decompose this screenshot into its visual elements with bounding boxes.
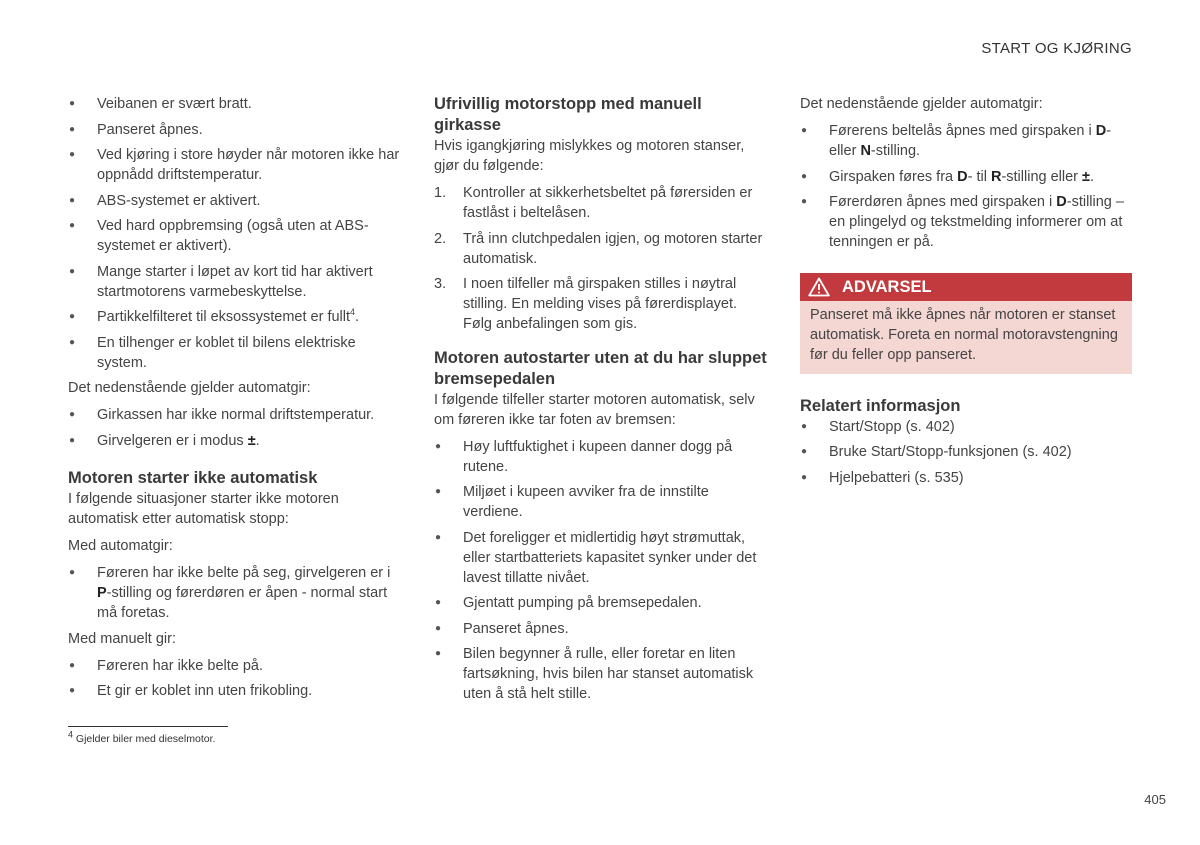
list-item <box>800 121 1132 161</box>
related-link[interactable]: ● Bruke Start/Stopp-funksjonen (s. 402) <box>800 442 1132 462</box>
footnote-number: 4 <box>68 729 74 740</box>
list-item: ● Girkassen har ikke normal driftstemperatur. <box>68 405 404 425</box>
list-item-text: -stilling – en plingelyd og tekstmelding informerer om at tenningen er på. <box>829 194 1124 250</box>
step-text: Trå inn clutchpedalen igjen, og motoren starter automatisk. <box>463 230 763 267</box>
footnote-ref[interactable]: 4 <box>350 307 356 318</box>
section-intro: Hvis igangkjøring mislykkes og motoren stanser, gjør du følgende: <box>434 138 745 174</box>
list-item <box>68 563 404 623</box>
footnote-text: Gjelder biler med dieselmotor. <box>73 733 216 745</box>
related-link[interactable]: ● Hjelpebatteri (s. 535) <box>800 468 1132 488</box>
list-item-text: Føreren har ikke belte på seg, girvelgeren er i <box>97 565 391 581</box>
section-heading: Motoren autostarter uten at du har sluppet bremsepedalen <box>434 348 767 388</box>
gear-letter: D <box>957 168 968 185</box>
step-item <box>434 274 770 334</box>
step-number: 1. <box>434 185 447 201</box>
section-intro: I følgende tilfeller starter motoren automatisk, selv om føreren ikke tar foten av bremsen: <box>434 391 755 428</box>
gear-letter: P <box>97 585 107 601</box>
pm-symbol: ± <box>1082 168 1091 185</box>
list-item: ● Føreren har ikke belte på. <box>68 656 404 676</box>
related-heading: Relatert informasjon <box>800 396 961 415</box>
conditions-list <box>68 94 404 373</box>
section-intro: I følgende situasjoner starter ikke motoren automatisk etter automatisk stopp: <box>68 491 339 527</box>
gear-letter: D <box>1095 123 1107 139</box>
list-item <box>800 192 1132 252</box>
section-heading: Motoren starter ikke automatisk <box>68 469 318 487</box>
step-text: I noen tilfeller må girspaken stilles i nøytral stilling. En melding vises på førerdisplayet. Følg anbefalingen som gis. <box>463 276 738 332</box>
footnote-divider <box>68 726 228 727</box>
list-item-text: - til <box>967 168 991 185</box>
warning-title: ADVARSEL <box>842 277 932 296</box>
section-heading: Ufrivillig motorstopp med manuell girkasse <box>434 95 702 134</box>
list-item-text: Girvelgeren er i modus <box>97 432 248 449</box>
manual-label: Med manuelt gir: <box>68 630 176 647</box>
warning-box <box>800 273 1132 374</box>
list-item-text: -stilling og førerdøren er åpen - normal start må foretas. <box>97 585 388 621</box>
list-item-text: -stilling. <box>870 143 921 159</box>
list-item-text: Partikkelfilteret til eksossystemet er fullt <box>97 309 351 325</box>
gear-letter: N <box>860 143 871 159</box>
auto-intro: Det nedenstående gjelder automatgir: <box>68 380 311 396</box>
step-number: 2. <box>434 230 447 247</box>
auto-label: Med automatgir: <box>68 538 173 554</box>
list-item: ● Ved hard oppbremsing (også uten at ABS-systemet er aktivert). <box>68 216 404 256</box>
list-item-text: - eller <box>829 123 1112 159</box>
page-number: 405 <box>1144 792 1166 807</box>
list-item: ● Ved kjøring i store høyder når motoren ikke har oppnådd driftstemperatur. <box>68 145 404 185</box>
auto-gear-list <box>68 563 404 623</box>
list-item-text: Førerens beltelås åpnes med girspaken i <box>829 123 1096 139</box>
gear-letter: R <box>990 168 1002 185</box>
section-header: START OG KJØRING <box>981 40 1132 57</box>
list-item: ● Et gir er koblet inn uten frikobling. <box>68 681 404 701</box>
pm-symbol: ± <box>247 432 256 449</box>
column-middle <box>434 94 770 710</box>
column-right <box>800 94 1132 493</box>
list-item: ● Det foreligger et midlertidig høyt strømuttak, eller startbatteriets kapasitet synker under det lavest tillatte nivået. <box>434 528 770 588</box>
list-item-text: -stilling eller <box>1001 168 1083 185</box>
warning-header <box>800 273 1132 301</box>
step-number: 3. <box>434 276 447 292</box>
gear-letter: D <box>1056 194 1067 210</box>
column-left <box>68 94 404 707</box>
list-item: ● Panseret åpnes. <box>434 619 770 639</box>
list-item: ● Bilen begynner å rulle, eller foretar en liten fartsøkning, hvis bilen har stanset automatisk uten å stå helt stille. <box>434 644 770 704</box>
footnote <box>68 729 216 745</box>
steps-list <box>434 183 770 334</box>
list-item: ● Miljøet i kupeen avviker fra de innstilte verdiene. <box>434 482 770 522</box>
step-text: Kontroller at sikkerhetsbeltet på førersiden er fastlåst i beltelåsen. <box>463 185 753 221</box>
step-item <box>434 229 770 269</box>
warning-icon <box>808 277 830 297</box>
step-item <box>434 183 770 223</box>
manual-gear-list <box>68 656 404 702</box>
list-item: ● Høy luftfuktighet i kupeen danner dogg på rutene. <box>434 437 770 477</box>
list-item: ● Partikkelfilteret til eksossystemet er fullt$^4$. <box>68 307 404 327</box>
auto-intro: Det nedenstående gjelder automatgir: <box>800 96 1043 112</box>
list-item: ● ABS-systemet er aktivert. <box>68 191 404 211</box>
list-item-text: Girspaken føres fra <box>829 168 958 185</box>
autostart-list <box>434 437 770 705</box>
list-item: ● Veibanen er svært bratt. <box>68 94 404 114</box>
list-item: ● Gjentatt pumping på bremsepedalen. <box>434 593 770 613</box>
list-item: ● Girvelgeren er i modus ±. <box>68 431 404 451</box>
auto-list <box>800 121 1132 252</box>
list-item <box>800 167 1132 187</box>
list-item: ● En tilhenger er koblet til bilens elektriske system. <box>68 333 404 373</box>
list-item: ● Mange starter i løpet av kort tid har aktivert startmotorens varmebeskyttelse. <box>68 262 404 302</box>
warning-text: Panseret må ikke åpnes når motoren er stanset automatisk. Foreta en normal motoravstengning før du feller opp panseret. <box>800 301 1132 374</box>
auto-list <box>68 405 404 451</box>
list-item-text: Førerdøren åpnes med girspaken i <box>829 194 1057 210</box>
related-list <box>800 417 1132 488</box>
related-link[interactable]: ● Start/Stopp (s. 402) <box>800 417 1132 437</box>
list-item-text: . <box>1090 168 1095 185</box>
list-item: ● Panseret åpnes. <box>68 120 404 140</box>
